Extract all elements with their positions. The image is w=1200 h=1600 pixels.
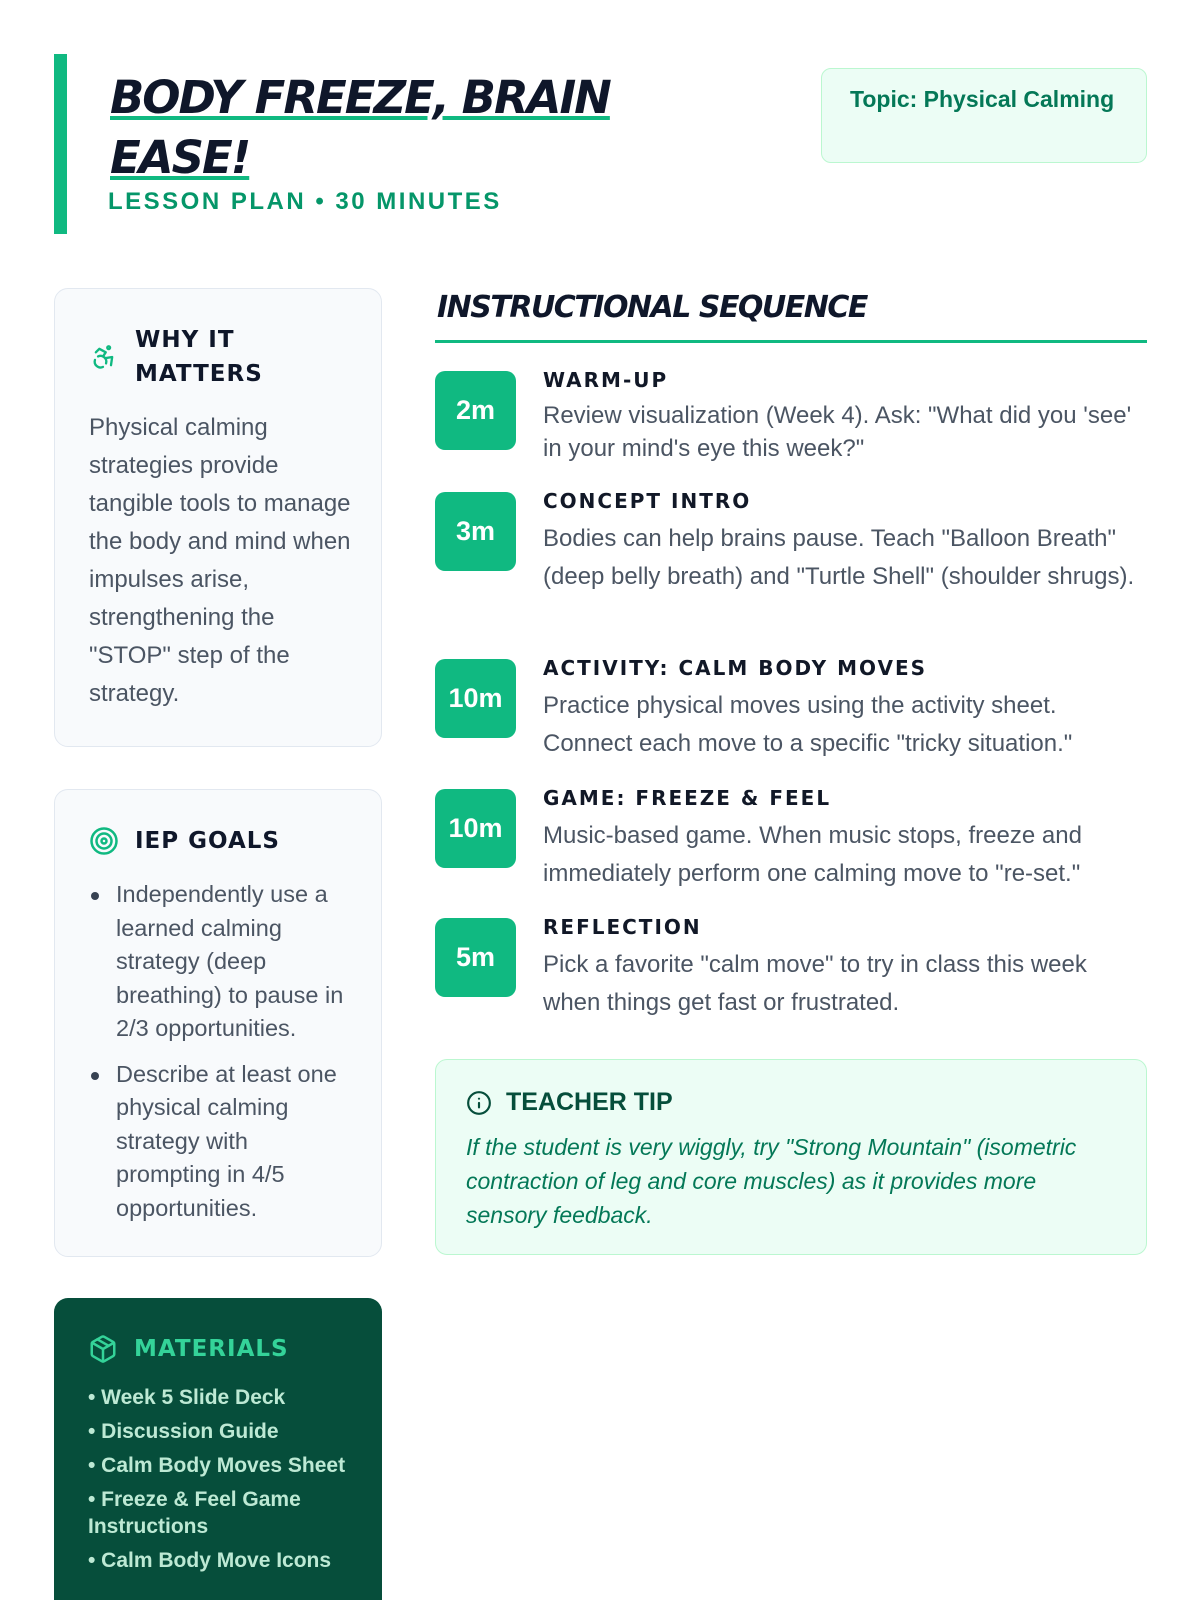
iep-goal-item: Independently use a learned calming strategy (deep breathing) to pause in 2/3 opportunities. [89,878,351,1046]
step-description: Pick a favorite "calm move" to try in class this week when things get fast or frustrated. [543,951,1087,1016]
step-label: GAME: FREEZE & FEEL [543,786,832,810]
materials-list [88,1384,358,1581]
why-it-matters-card [54,288,382,747]
material-item: • Week 5 Slide Deck [88,1386,286,1409]
material-item: • Calm Body Moves Sheet [88,1454,346,1477]
material-item: • Calm Body Move Icons [88,1549,332,1572]
sequence-divider [435,340,1147,343]
step-description: Music-based game. When music stops, freeze and immediately perform one calming move to "re-set." [543,822,1082,887]
lesson-title: BODY FREEZE, BRAIN EASE! [110,71,610,184]
target-icon [89,826,119,856]
material-item: • Freeze & Feel Game Instructions [88,1488,301,1538]
materials-card-title: MATERIALS [134,1336,289,1362]
iep-goals-list [89,878,351,1237]
topic-badge: Topic: Physical Calming [821,68,1147,163]
info-icon [466,1090,492,1116]
teacher-tip-box [435,1059,1147,1255]
step-label: REFLECTION [543,915,702,939]
accessibility-icon [89,342,119,372]
step-time-badge: 10m [435,659,516,738]
step-description: Review visualization (Week 4). Ask: "What did you 'see' in your mind's eye this week?" [543,402,1132,462]
materials-card [54,1298,382,1600]
teacher-tip-text: If the student is very wiggly, try "Strong Mountain" (isometric contraction of leg and core muscles) as it provides more sensory feedback. [466,1134,1077,1228]
why-card-title: WHY IT MATTERS [135,327,263,387]
iep-goals-card [54,789,382,1257]
sequence-heading: INSTRUCTIONAL SEQUENCE [437,290,867,325]
step-time-badge: 10m [435,789,516,868]
iep-card-header [89,824,280,858]
step-description: Bodies can help brains pause. Teach "Balloon Breath" (deep belly breath) and "Turtle Shell" (shoulder shrugs). [543,525,1135,590]
header-accent-bar [54,54,67,234]
step-time-badge: 2m [435,371,516,450]
step-label: ACTIVITY: CALM BODY MOVES [543,656,928,680]
teacher-tip-title: TEACHER TIP [506,1088,673,1116]
iep-card-title: IEP GOALS [135,828,280,854]
material-item: • Discussion Guide [88,1420,279,1443]
step-time-badge: 3m [435,492,516,571]
teacher-tip-header [466,1088,673,1117]
step-description: Practice physical moves using the activity sheet. Connect each move to a specific "tricky situation." [543,692,1073,757]
why-card-header [89,323,275,391]
step-label: CONCEPT INTRO [543,489,752,513]
lesson-header [54,54,1154,234]
step-label: WARM-UP [543,368,669,392]
lesson-subtitle: LESSON PLAN • 30 MINUTES [108,188,502,215]
iep-goal-item: Describe at least one physical calming strategy with prompting in 4/5 opportunities. [89,1058,351,1226]
why-card-text: Physical calming strategies provide tangible tools to manage the body and mind when impulses arise, strengthening the "STOP" step of the strategy. [89,414,351,707]
package-icon [88,1334,118,1364]
step-time-badge: 5m [435,918,516,997]
materials-card-header [88,1332,289,1366]
